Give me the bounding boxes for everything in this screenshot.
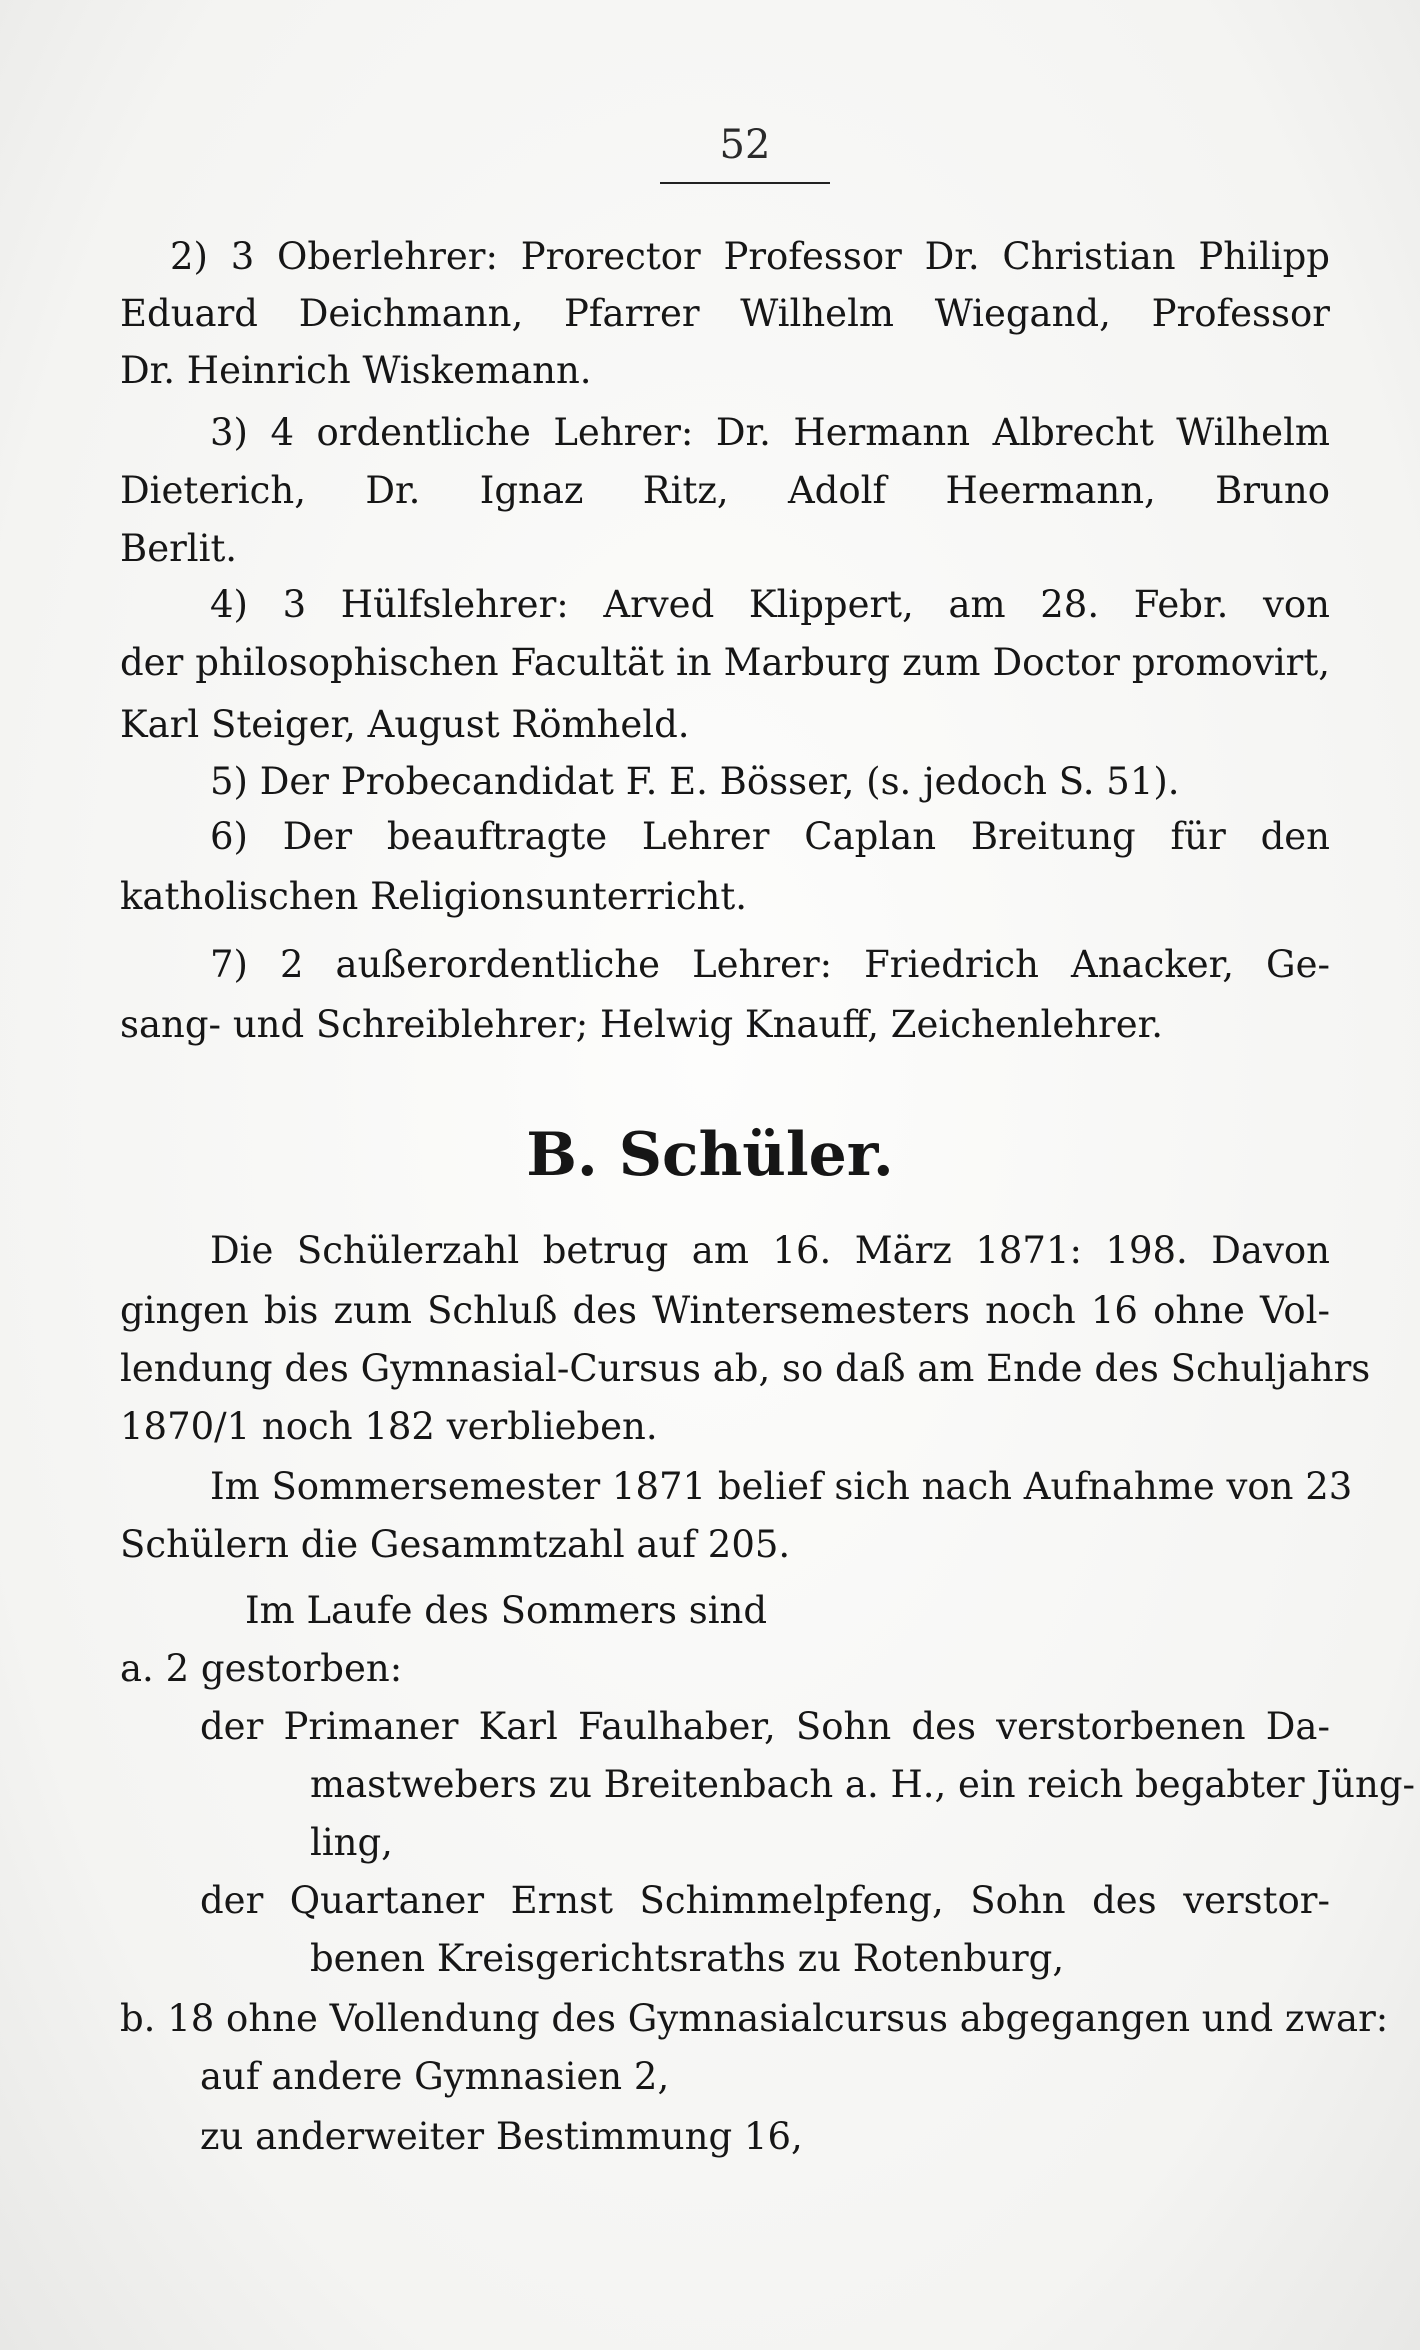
students-para-1-line-1: Die Schülerzahl betrug am 16. März 1871: 198. Davon: [210, 1229, 1330, 1272]
staff-item-4-line-1: 4) 3 Hülfslehrer: Arved Klippert, am 28. Febr. von: [210, 583, 1330, 626]
list-a-entry-2-line-2: benen Kreisgerichtsraths zu Rotenburg,: [310, 1937, 1065, 1980]
list-a-entry-1-line-3: ling,: [310, 1821, 393, 1864]
staff-item-6-line-2: katholischen Religionsunterricht.: [120, 875, 747, 918]
students-para-2-line-1: Im Sommersemester 1871 belief sich nach Aufnahme von 23: [210, 1465, 1353, 1508]
staff-item-6-line-1: 6) Der beauftragte Lehrer Caplan Breitung für den: [210, 815, 1330, 858]
list-b-heading: b. 18 ohne Vollendung des Gymnasialcursus abgegangen und zwar:: [120, 1997, 1389, 2040]
section-heading: B. Schüler.: [526, 1120, 894, 1190]
list-a-entry-1-line-2: mastwebers zu Breitenbach a. H., ein reich begabter Jüng-: [310, 1763, 1416, 1806]
students-para-3-line-1: Im Laufe des Sommers sind: [245, 1589, 768, 1632]
staff-item-2-line-1: 2) 3 Oberlehrer: Prorector Professor Dr. Christian Philipp: [170, 235, 1330, 278]
list-b-line-2: auf andere Gymnasien 2,: [200, 2055, 670, 2098]
page-number: 52: [719, 122, 771, 168]
list-a-entry-1-line-1: der Primaner Karl Faulhaber, Sohn des verstorbenen Da-: [200, 1705, 1330, 1748]
students-para-2-line-2: Schülern die Gesammtzahl auf 205.: [120, 1523, 791, 1566]
staff-item-5-line-1: 5) Der Probecandidat F. E. Bösser, (s. jedoch S. 51).: [210, 760, 1180, 803]
list-a-entry-2-line-1: der Quartaner Ernst Schimmelpfeng, Sohn des verstor-: [200, 1879, 1330, 1922]
staff-item-4-line-3: Karl Steiger, August Römheld.: [120, 703, 690, 746]
staff-item-4-line-2: der philosophischen Facultät in Marburg zum Doctor promovirt,: [120, 641, 1330, 684]
staff-item-3-line-3: Berlit.: [120, 527, 238, 570]
staff-item-2-line-3: Dr. Heinrich Wiskemann.: [120, 349, 592, 392]
staff-item-7-line-2: sang- und Schreiblehrer; Helwig Knauff, Zeichenlehrer.: [120, 1003, 1164, 1046]
students-para-1-line-3: lendung des Gymnasial-Cursus ab, so daß am Ende des Schuljahrs: [120, 1347, 1371, 1390]
list-b-line-3: zu anderweiter Bestimmung 16,: [200, 2115, 803, 2158]
staff-item-3-line-2: Dieterich, Dr. Ignaz Ritz, Adolf Heermann, Bruno: [120, 469, 1330, 512]
list-a-heading: a. 2 gestorben:: [120, 1647, 403, 1690]
students-para-1-line-4: 1870/1 noch 182 verblieben.: [120, 1405, 658, 1448]
students-para-1-line-2: gingen bis zum Schluß des Wintersemesters noch 16 ohne Vol-: [120, 1289, 1330, 1332]
page-number-rule: [660, 182, 830, 184]
staff-item-7-line-1: 7) 2 außerordentliche Lehrer: Friedrich Anacker, Ge-: [210, 943, 1330, 986]
staff-item-2-line-2: Eduard Deichmann, Pfarrer Wilhelm Wiegand, Professor: [120, 292, 1330, 335]
staff-item-3-line-1: 3) 4 ordentliche Lehrer: Dr. Hermann Albrecht Wilhelm: [210, 411, 1330, 454]
